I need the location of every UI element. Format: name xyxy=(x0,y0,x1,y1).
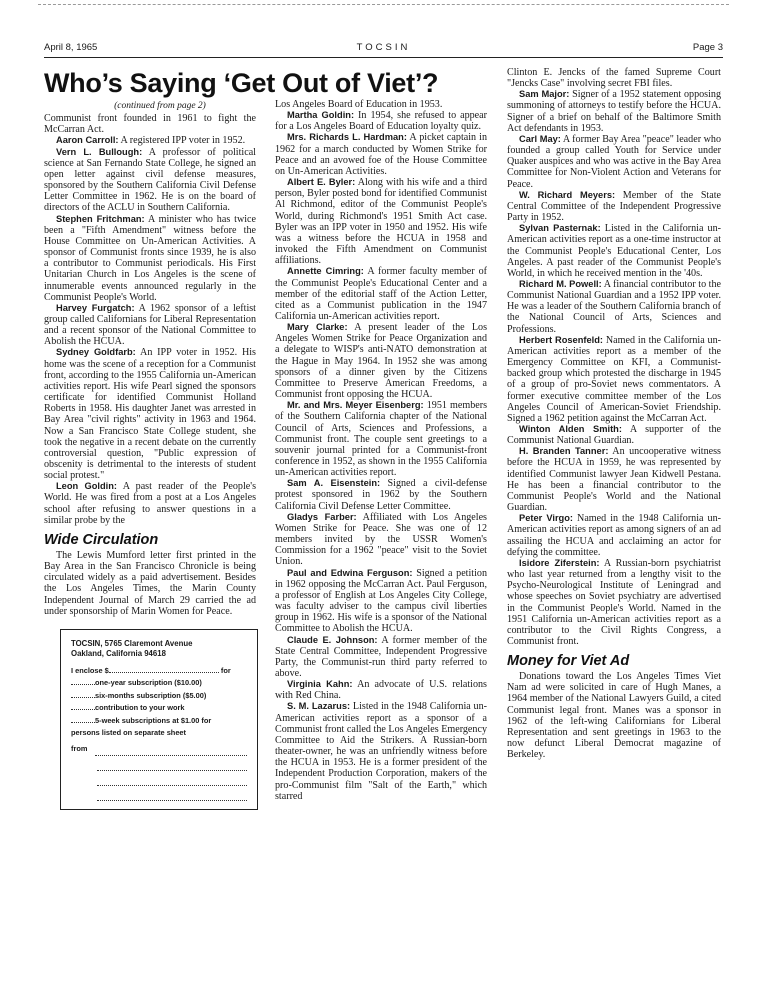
person-name: Richard M. Powell: xyxy=(519,278,602,289)
entry-paragraph xyxy=(275,99,487,110)
entry-text: An uncooperative witness before the HCUA in 1959, he was represented by identified Communist lawyer Jean Kidwell Pestana. He has been a financial contributor to the Communist People's World and the National Guardian. xyxy=(507,446,721,514)
person-name: Peter Virgo: xyxy=(519,513,574,524)
wide-circulation-heading: Wide Circulation xyxy=(44,531,159,548)
person-name: Harvey Furgatch: xyxy=(56,302,135,313)
person-name: Sam Major: xyxy=(519,89,570,100)
coupon-enclose-row[interactable] xyxy=(71,665,247,677)
coupon-from-label: from xyxy=(71,744,88,754)
person-name: Paul and Edwina Ferguson: xyxy=(287,567,413,578)
person-name: Sydney Goldfarb: xyxy=(56,347,136,358)
column-3 xyxy=(507,67,721,760)
entry-paragraph xyxy=(275,635,487,680)
entry-paragraph xyxy=(275,478,487,511)
person-name: Herbert Rosenfeld: xyxy=(519,334,604,345)
person-name: Sam A. Eisenstein: xyxy=(287,478,381,489)
person-name: H. Branden Tanner: xyxy=(519,446,609,457)
entry-paragraph xyxy=(44,347,256,481)
entry-text: An IPP voter in 1952. His home was the scene of a reception for a Communist front, according to the 1955 California un-American activities report. His wife Pearl signed the sponsors certificate for identified Communist Holland Roberts in 1958. His daughter Janet was arrested in Bay Area "civil rights" activity in 1963 and 1964. Now a San Francisco State College student, she took the negative in a recent debate on the currently controversial question, "Public expression of obscenity is detrimental to the interests of student social protest." xyxy=(44,347,256,482)
entry-text: Los Angeles Board of Education in 1953. xyxy=(275,99,443,110)
entry-text: A former Bay Area "peace" leader who founded a group called Youth for Service under Quaker auspices and who was active in the Bay Area Committee for Non-Violent Action and Veterans for Peace. xyxy=(507,133,721,190)
entry-text: Signed a civil-defense protest sponsored in 1962 by the Southern California Civil Defense Letter Committee. xyxy=(275,478,487,512)
entry-paragraph xyxy=(44,481,256,526)
entry-paragraph xyxy=(275,679,487,701)
page-header xyxy=(44,42,723,56)
person-name: Virginia Kahn: xyxy=(287,679,353,690)
person-name: Isidore Ziferstein: xyxy=(519,557,600,568)
entry-text: 1951 members of the Southern California chapter of the National Council of Arts, Sciences and Professions, a Communist front. The couple sent greetings to a souvenir journal printed for a Communist-front conference in 1952, as shown in the 1955 California un-American activities report. xyxy=(275,400,488,479)
entry-text: Signer of a 1952 statement opposing summoning of attorneys to testify before the HCUA. Signer of a brief on behalf of the Baltimore Smith Act defendants in 1953. xyxy=(507,89,721,134)
person-name: Leon Goldin: xyxy=(56,481,118,492)
entry-paragraph xyxy=(44,214,256,303)
entry-text: Named in the 1948 California un-American activities report as among signers of an ad assailing the HCUA and acclaiming an actor for defying the committee. xyxy=(507,513,721,558)
coupon-address-line-b[interactable] xyxy=(97,771,247,786)
entry-paragraph xyxy=(507,190,721,223)
entry-text: Member of the State Central Committee of the Independent Progressive Party in 1952. xyxy=(507,189,721,224)
person-name: Albert E. Byler: xyxy=(287,177,356,188)
entry-paragraph xyxy=(507,513,721,558)
coupon-address-line2: Oakland, California 94618 xyxy=(71,649,166,659)
entry-paragraph xyxy=(44,303,256,348)
entry-text: Listed in the 1948 California un-American activities report as a sponsor of a Communist front called the Los Angeles Emergency Committee to Aid the Strikers. A Russian-born theater-owner, he was an unfriendly witness before the HCUA in 1953. He is a former president of the Independent Production Corporation, makers of the pro-Communist film "Salt of the Earth," which starred xyxy=(275,701,487,802)
entry-paragraph xyxy=(507,558,721,647)
entry-text: Named in the California un-American activities report as a member of the Emergency Committee on KFI, a Communist-backed group which protested the discharge in 1945 of a group of pro-Soviet news commentators. A former executive committee member of the Los Angeles Council of American-Soviet Friendship. Signed a 1962 petition against the McCarran Act. xyxy=(507,334,722,424)
entry-text: Listed in the California un-American activities report as a one-time instructor at the Communist People's Educational Center, Los Angeles. A past reader of the Communist People's World, in which he received mention in the '40s. xyxy=(507,223,721,279)
person-name: Sylvan Pasternak: xyxy=(519,223,601,234)
entry-text: A financial contributor to the Communist National Guardian and a 1952 IPP voter. He was a leader of the Southern California branch of the National Council of Arts, Sciences and Professions. xyxy=(507,278,721,335)
entry-paragraph xyxy=(275,322,487,400)
coupon-option-contribution[interactable]: contribution to your work xyxy=(71,702,247,714)
entry-paragraph xyxy=(507,67,721,89)
wide-circulation-text: The Lewis Mumford letter first printed in the Bay Area in the San Francisco Chronicle is being circulated widely as a paid advertisement. Besides the Los Angeles Times, the Marin County Independent Journal of March 29 carried the ad under sponsorship of Marin Women for Peace. xyxy=(44,549,256,617)
entry-paragraph xyxy=(275,568,487,635)
subscription-coupon xyxy=(60,629,258,810)
entry-paragraph xyxy=(507,279,721,335)
person-name: Winton Alden Smith: xyxy=(519,424,622,434)
coupon-option-six-months[interactable]: six-months subscription ($5.00) xyxy=(71,690,247,702)
headline: Who’s Saying ‘Get Out of Viet’? xyxy=(44,68,439,98)
column-2-body xyxy=(275,99,487,802)
person-name: S. M. Lazarus: xyxy=(287,701,351,712)
entry-paragraph xyxy=(507,134,721,190)
entry-paragraph xyxy=(275,400,487,478)
page-number: Page 3 xyxy=(692,42,723,53)
coupon-enclose-for: for xyxy=(220,665,231,675)
entry-paragraph xyxy=(507,424,721,446)
person-name: Carl May: xyxy=(519,133,561,144)
coupon-option-5-week-cont: persons listed on separate sheet xyxy=(71,727,187,737)
column-2 xyxy=(275,99,487,802)
entry-text: Clinton E. Jencks of the famed Supreme Court "Jencks Case" involving secret FBI files. xyxy=(507,67,721,90)
person-name: Annette Cimring: xyxy=(287,266,364,277)
top-border xyxy=(38,4,729,5)
entry-paragraph xyxy=(275,512,487,568)
entry-text: A past reader of the People's World. He was fired from a post at a Los Angeles school after refusing to answer questions in a similar probe by the xyxy=(44,481,256,526)
entry-paragraph xyxy=(507,223,721,279)
person-name: W. Richard Meyers: xyxy=(519,189,616,200)
entry-text: In 1954, she refused to appear for a Los Angeles Board of Education loyalty quiz. xyxy=(275,110,488,133)
entry-paragraph xyxy=(275,110,487,132)
entry-text: An advocate of U.S. relations with Red China. xyxy=(275,679,487,702)
entry-text: Affiliated with Los Angeles Women Strike for Peace. She was one of 12 members invited by the USSR Women's Commission for a 1962 "peace" visit to the Soviet Union. xyxy=(275,511,487,568)
entry-text: A minister who has twice been a "Fifth Amendment" witness before the House Committee on Un-American Activities. A sponsor of Communist fronts since 1939, he is also a contributor to Communist periodicals. His First Unitarian Church in Los Angeles is the scene of innumerable events announced regularly in the Communist People's World. xyxy=(44,213,256,303)
entry-text: A Russian-born psychiatrist who last year returned from a lengthy visit to the Psycho-Neurological Institute of Leningrad and whose speeches on Soviet psychiatry are advertised in the Communist People's World. Named in the 1951 California un-American activities report as a contributor to the Civil Rights Congress, a Communist front. xyxy=(507,557,721,647)
person-name: Mr. and Mrs. Meyer Eisenberg: xyxy=(287,400,424,411)
entry-paragraph xyxy=(44,135,256,146)
entry-text: A registered IPP voter in 1952. xyxy=(118,135,246,147)
entry-text: A former faculty member of the Communist People's Educational Center and a member of the editorial staff of the Action Letter, cited as a Communist publication in the 1947 California un-American activities report. xyxy=(275,266,488,322)
coupon-option-5-week[interactable]: 5-week subscriptions at $1.00 for xyxy=(71,715,247,727)
header-rule xyxy=(44,57,723,58)
money-heading: Money for Viet Ad xyxy=(507,653,630,670)
entry-text: A former member of the State Central Committee, Independent Progressive Party, the Communist-run third party referred to above. xyxy=(275,634,487,679)
money-text: Donations toward the Los Angeles Times Viet Nam ad were solicited in care of Hugh Manes, a 1964 member of the National Lawyers Guild, a cited Communist legal front. Manes was a sponsor in 1962 of the left-wing Californians for Liberal Representation and sent greetings in 1963 to the now defunct Liberal Democrat magazine of Berkeley. xyxy=(507,671,721,761)
entry-text: A supporter of the Communist National Guardian. xyxy=(507,424,721,447)
coupon-address-line-a[interactable] xyxy=(97,756,247,771)
entry-text: Signed a petition in 1962 opposing the McCarran Act. Paul Ferguson, a professor of English at Los Angeles City College, was faculty adviser to the campus civil liberties group in 1962. His wife is a sponsor of the National Committee to Abolish the HCUA. xyxy=(275,567,487,635)
entry-text: Communist front founded in 1961 to fight the McCarran Act. xyxy=(44,113,256,136)
entry-paragraph xyxy=(507,335,721,424)
entry-text: A present leader of the Los Angeles Women Strike for Peace Organization and a delegate to WISP's anti-NATO demonstration at the Hague in May 1964. In 1952 she was among sponsors of a dinner given by the Citizens Committee to Preserve American Freedoms, a Communist front opposing the HCUA. xyxy=(275,322,488,401)
entry-paragraph xyxy=(275,266,487,322)
entry-paragraph xyxy=(507,446,721,513)
person-name: Gladys Farber: xyxy=(287,511,357,522)
person-name: Aaron Carroll: xyxy=(56,135,119,146)
entry-paragraph xyxy=(507,89,721,134)
person-name: Martha Goldin: xyxy=(287,110,355,121)
coupon-address-line1: TOCSIN, 5765 Claremont Avenue xyxy=(71,638,193,648)
entry-paragraph xyxy=(275,132,487,177)
coupon-from-row[interactable] xyxy=(71,743,247,755)
entry-text: Along with his wife and a third person, Byler posted bond for identified Communist Al Richmond, editor of the Communist People's World, during Richmond's 1951 Smith Act case. Byler was an IPP voter in 1950 and 1952. His wife was a witness before the HCUA in 1958 and invoked the Fifth Amendment on Communist affiliations. xyxy=(275,177,487,267)
issue-date: April 8, 1965 xyxy=(44,42,98,53)
entry-text: A picket captain in 1962 for a march conducted by Women Strike for Peace and an avowed foe of the House Committee on Un-American Activities. xyxy=(275,132,487,177)
entry-paragraph xyxy=(275,701,487,801)
coupon-enclose-label: I enclose $ xyxy=(71,665,109,675)
entry-text: A professor of political science at San Fernando State College, he signed an open letter against civil defense measures, sponsored by the Southern California Civil Defense Letter Committee in 1962. He is on the board of directors of the ACLU in Southern California. xyxy=(44,146,256,214)
entry-text: A 1962 sponsor of a leftist group called Californians for Liberal Representation and a recent sponsor of the National Committee to Abolish the HCUA. xyxy=(44,302,256,348)
continued-note: (continued from page 2) xyxy=(114,101,206,111)
column-1-body xyxy=(44,113,256,526)
person-name: Stephen Fritchman: xyxy=(56,213,145,224)
coupon-address xyxy=(71,639,247,660)
entry-paragraph xyxy=(275,177,487,266)
person-name: Mrs. Richards L. Hardman: xyxy=(287,132,407,143)
masthead: TOCSIN xyxy=(356,42,411,53)
person-name: Mary Clarke: xyxy=(287,322,348,333)
entry-paragraph xyxy=(44,113,256,135)
column-3-body xyxy=(507,67,721,647)
coupon-address-line-c[interactable] xyxy=(97,786,247,801)
entry-paragraph xyxy=(44,147,256,214)
person-name: Claude E. Johnson: xyxy=(287,634,378,645)
coupon-option-one-year[interactable]: one-year subscription ($10.00) xyxy=(71,677,247,689)
person-name: Vern L. Bullough: xyxy=(56,146,143,157)
